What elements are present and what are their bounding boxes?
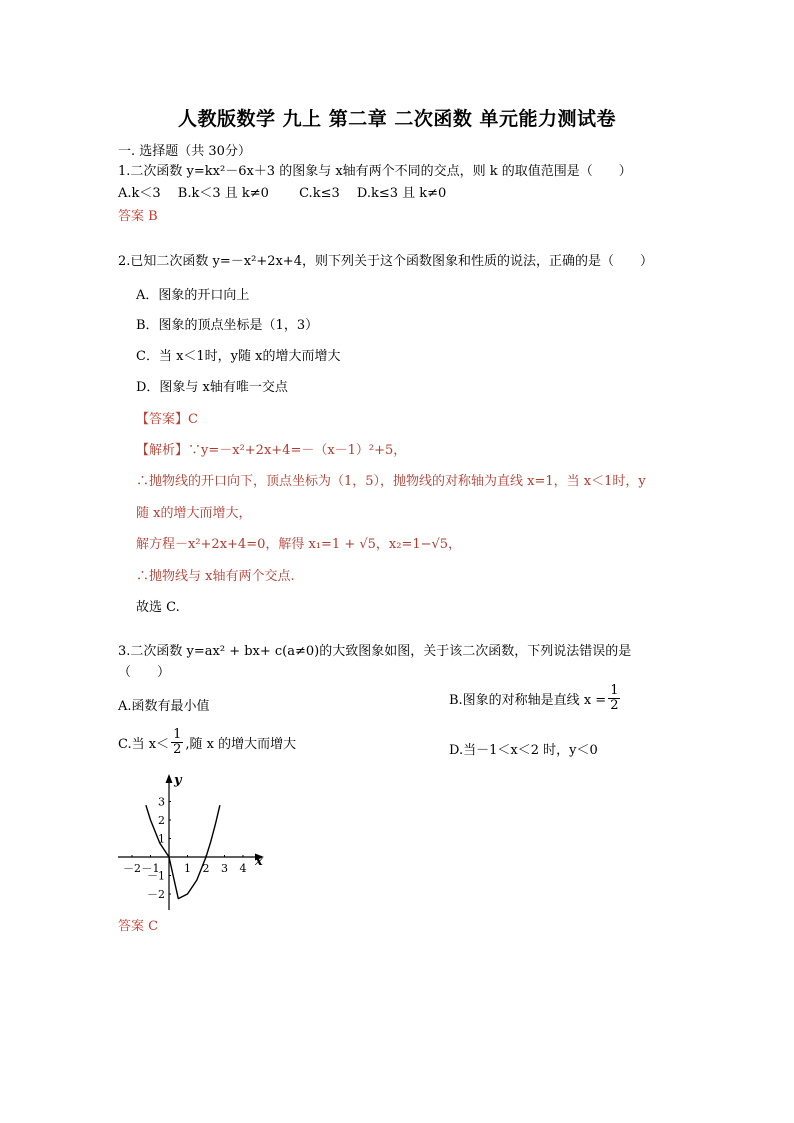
fraction-denominator: 2 <box>610 697 619 713</box>
q2-option-d: D．图象与 x轴有唯一交点 <box>136 380 288 395</box>
parabola-curve <box>146 805 220 898</box>
y-tick-label: －1 <box>147 869 165 883</box>
q2-option-a: A．图象的开口向上 <box>136 288 250 303</box>
y-tick-label: －2 <box>147 888 165 901</box>
q2-option-b: B．图象的顶点坐标是（1，3） <box>136 318 319 333</box>
q2-answer: 【答案】C <box>136 412 198 427</box>
fraction-one-half <box>608 684 620 712</box>
q2-stem: 2.已知二次函数 y=－x²+2x+4，则下列关于这个函数图象和性质的说法，正确的是（ ） <box>118 254 653 269</box>
x-tick-label: 1 <box>184 862 191 875</box>
q2-explanation-3: 随 x的增大而增大， <box>136 506 252 521</box>
parabola-graph <box>116 770 276 915</box>
q1-stem: 1.二次函数 y=kx²－6x＋3 的图象与 x轴有两个不同的交点，则 k 的取值范围是（ ） <box>118 164 632 179</box>
q3-option-c-suffix: ,随 x 的增大而增大 <box>185 736 297 752</box>
q3-stem-line1: 3.二次函数 y=ax² + bx+ c(a≠0)的大致图象如图，关于该二次函数，下列说法错误的是 <box>118 644 632 659</box>
y-axis-label: y <box>174 773 182 788</box>
q3-option-c-text: C.当 x＜ <box>118 736 170 752</box>
q1-options: A.k＜3 B.k＜3 且 k≠0 C.k≤3 D.k≤3 且 k≠0 <box>118 186 447 201</box>
fraction-denominator: 2 <box>173 741 182 757</box>
q3-stem-line2: （ ） <box>118 665 171 680</box>
q3-option-d: D.当－1＜x＜2 时，y＜0 <box>449 743 598 758</box>
q2-explanation-4: 解方程－x²+2x+4=0，解得 x₁=1 + √5，x₂=1−√5， <box>136 537 462 552</box>
x-tick-label: －2 <box>123 862 141 875</box>
x-axis-label: x <box>255 854 263 869</box>
x-tick-label: 3 <box>221 862 228 875</box>
q2-explanation-1: 【解析】∵y=－x²+2x+4=－（x－1）²+5， <box>136 443 407 458</box>
q2-explanation-5: ∴抛物线与 x轴有两个交点. <box>136 569 295 584</box>
x-tick-label: 2 <box>202 862 210 875</box>
y-tick-label: 2 <box>158 814 165 827</box>
q2-option-c: C．当 x＜1时，y随 x的增大而增大 <box>136 349 341 364</box>
q3-option-a: A.函数有最小值 <box>118 699 210 714</box>
section-heading: 一. 选择题（共 30分） <box>118 144 251 159</box>
y-tick-label: 3 <box>158 795 165 809</box>
fraction-one-half <box>171 728 183 756</box>
y-axis-arrow <box>166 774 173 783</box>
y-tick-label: 1 <box>158 832 165 846</box>
q2-explanation-2: ∴抛物线的开口向下，顶点坐标为（1，5），抛物线的对称轴为直线 x=1，当 x＜1时，y <box>136 474 646 489</box>
q2-conclusion: 故选 C. <box>136 600 180 615</box>
q1-answer: 答案 B <box>118 209 158 224</box>
q3-option-b-text: B.图象的对称轴是直线 x = <box>449 692 607 708</box>
q3-option-c <box>118 728 296 756</box>
fraction-numerator: 1 <box>610 683 619 698</box>
q3-answer: 答案 C <box>118 919 159 934</box>
x-tick-label: 4 <box>239 862 247 875</box>
fraction-numerator: 1 <box>173 727 182 742</box>
q3-option-b <box>449 684 622 712</box>
x-tick-label: －1 <box>141 862 160 875</box>
page-title: 人教版数学 九上 第二章 二次函数 单元能力测试卷 <box>178 108 616 130</box>
